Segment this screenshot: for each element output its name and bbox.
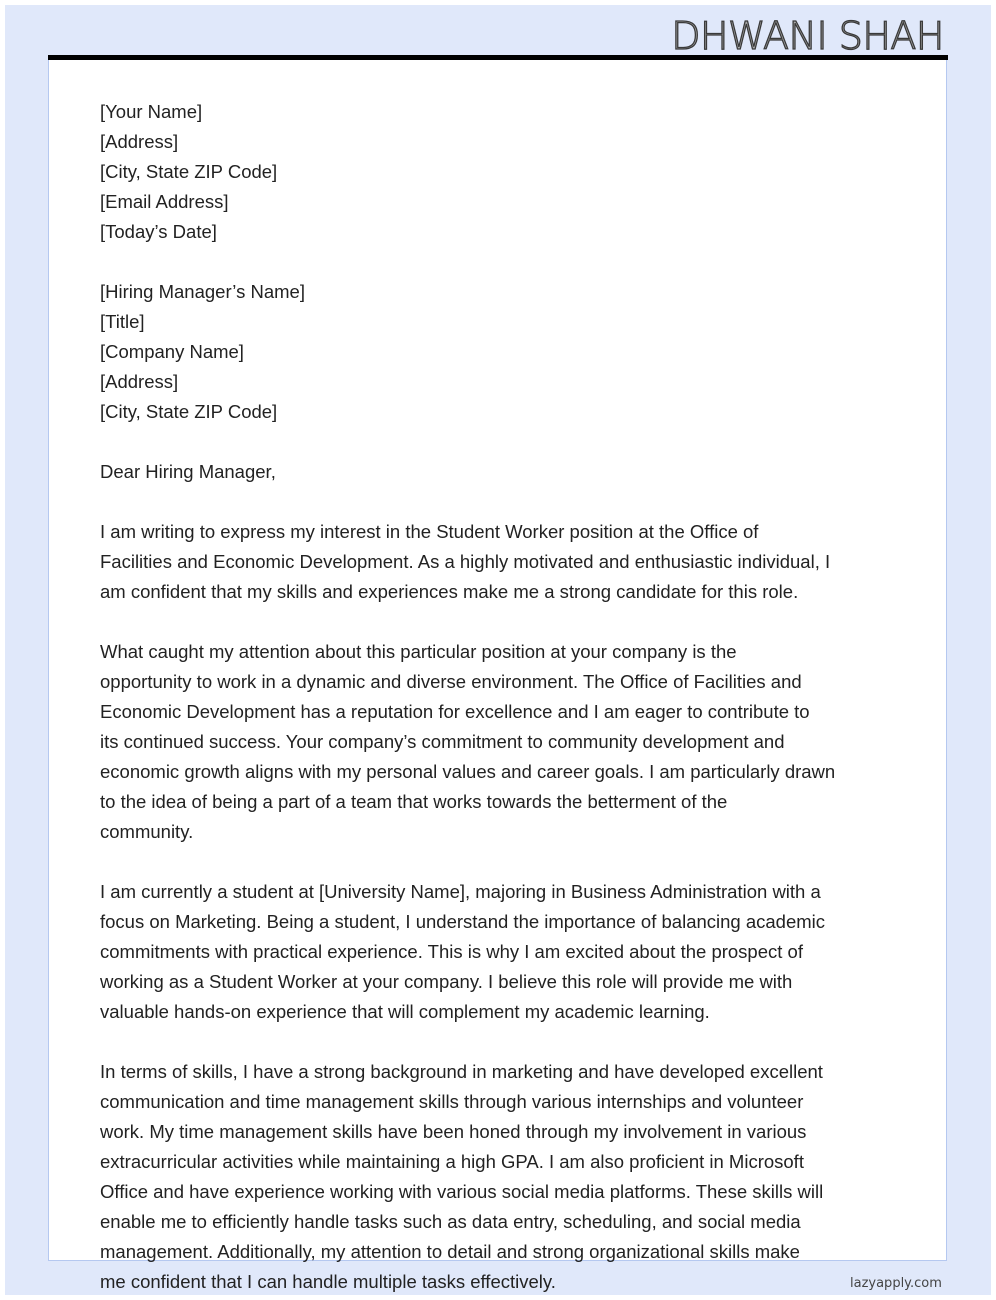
recipient-line: [Title] [100, 311, 145, 332]
paragraph-line: to the idea of being a part of a team that works towards the betterment of the [100, 791, 728, 812]
salutation: Dear Hiring Manager, [100, 461, 276, 482]
paragraph-line: In terms of skills, I have a strong background in marketing and have developed excellent [100, 1061, 823, 1082]
paragraph-line: work. My time management skills have been honed through my involvement in various [100, 1121, 807, 1142]
paragraph-line: extracurricular activities while maintaining a high GPA. I am also proficient in Microsoft [100, 1151, 804, 1172]
sender-line: [Today’s Date] [100, 221, 217, 242]
paragraph-line: focus on Marketing. Being a student, I understand the importance of balancing academic [100, 911, 826, 932]
paragraph-line: What caught my attention about this particular position at your company is the [100, 641, 737, 662]
paragraph-line: management. Additionally, my attention to detail and strong organizational skills make [100, 1241, 800, 1262]
paragraph-line: commitments with practical experience. This is why I am excited about the prospect of [100, 941, 803, 962]
sender-line: [Email Address] [100, 191, 229, 212]
sender-line: [Your Name] [100, 101, 203, 122]
paragraph-line: I am currently a student at [University Name], majoring in Business Administration with a [100, 881, 821, 902]
paragraph-line: Facilities and Economic Development. As a highly motivated and enthusiastic individual, I [100, 551, 831, 572]
paragraph-line: Office and have experience working with various social media platforms. These skills will [100, 1181, 824, 1202]
sender-line: [Address] [100, 131, 179, 152]
paragraph-line: communication and time management skills through various internships and volunteer [100, 1091, 804, 1112]
paragraph-line: me confident that I can handle multiple tasks effectively. [100, 1271, 556, 1292]
paragraph-line: opportunity to work in a dynamic and diverse environment. The Office of Facilities and [100, 671, 802, 692]
paragraph-line: its continued success. Your company’s commitment to community development and [100, 731, 785, 752]
paragraph-line: economic growth aligns with my personal values and career goals. I am particularly drawn [100, 761, 836, 782]
watermark: lazyapply.com [850, 1276, 942, 1291]
paragraph-line: Economic Development has a reputation for excellence and I am eager to contribute to [100, 701, 810, 722]
paragraph-line: am confident that my skills and experiences make me a strong candidate for this role. [100, 581, 799, 602]
spacer [100, 487, 930, 517]
paragraph-line: working as a Student Worker at your company. I believe this role will provide me with [100, 971, 793, 992]
recipient-line: [Address] [100, 371, 179, 392]
spacer [100, 247, 930, 277]
spacer [100, 1027, 930, 1057]
recipient-line: [Company Name] [100, 341, 244, 362]
letter-body [100, 97, 930, 1297]
header-name: DHWANI SHAH [671, 14, 944, 58]
paragraph-line: valuable hands-on experience that will complement my academic learning. [100, 1001, 710, 1022]
spacer [100, 607, 930, 637]
sender-line: [City, State ZIP Code] [100, 161, 278, 182]
recipient-line: [Hiring Manager’s Name] [100, 281, 305, 302]
spacer [100, 427, 930, 457]
paragraph-line: community. [100, 821, 194, 842]
spacer [100, 847, 930, 877]
recipient-line: [City, State ZIP Code] [100, 401, 278, 422]
paragraph-line: enable me to efficiently handle tasks such as data entry, scheduling, and social media [100, 1211, 801, 1232]
paragraph-line: I am writing to express my interest in the Student Worker position at the Office of [100, 521, 759, 542]
